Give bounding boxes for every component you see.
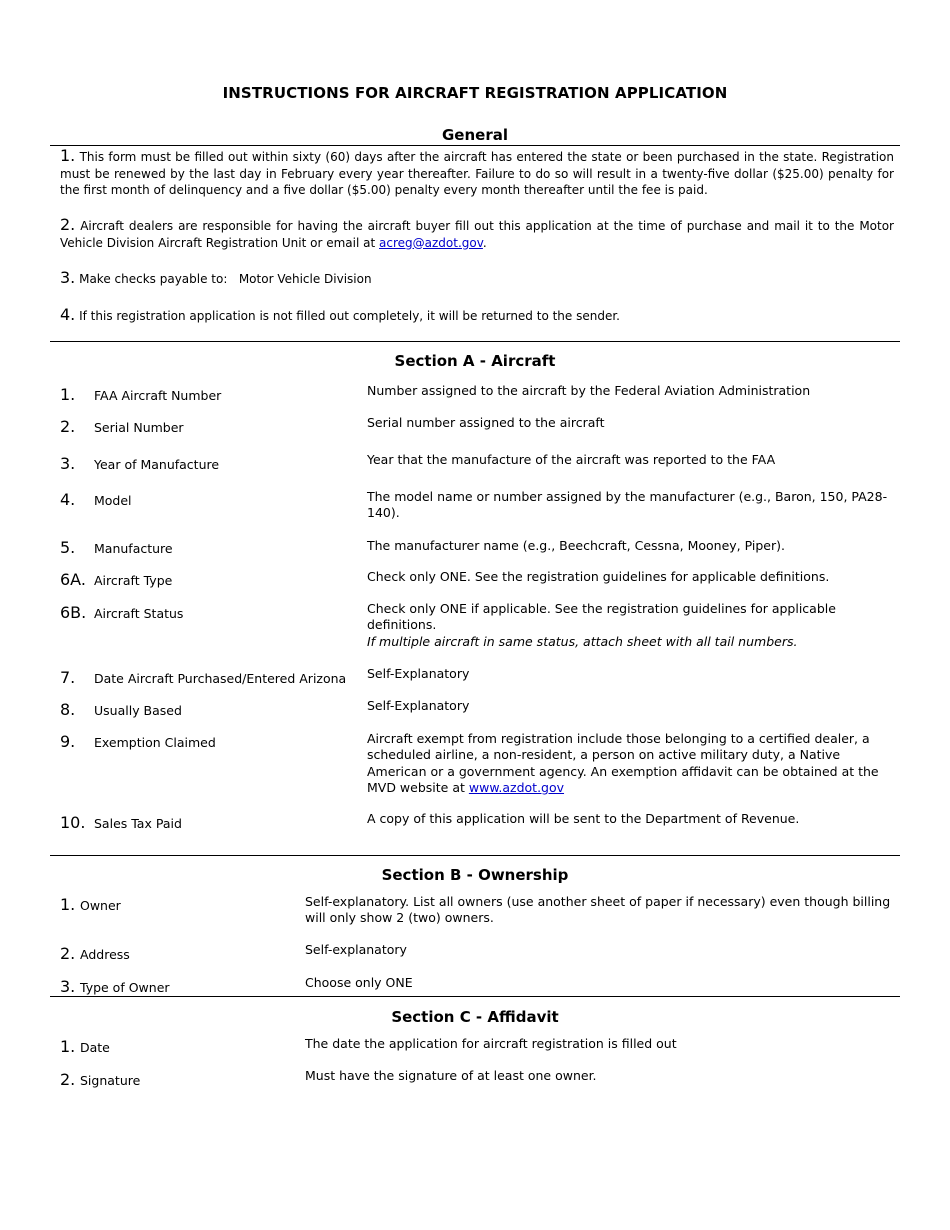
item-number: 6B. <box>60 603 87 622</box>
section-a-item-10-label <box>60 813 182 832</box>
general-item-2 <box>60 217 894 251</box>
section-a-item-9-label <box>60 732 216 751</box>
item-label: Aircraft Status <box>94 606 184 621</box>
section-a-item-4-label <box>60 490 132 509</box>
section-a-item-6a-label <box>60 570 172 589</box>
item-label: Usually Based <box>94 703 182 718</box>
item-number: 6A. <box>60 570 86 589</box>
item-number: 7. <box>60 668 76 687</box>
item-note: If multiple aircraft in same status, attach sheet with all tail numbers. <box>367 633 798 649</box>
section-a-item-5-desc: The manufacturer name (e.g., Beechcraft, Cessna, Mooney, Piper). <box>367 538 785 553</box>
item-label: Sales Tax Paid <box>94 816 182 831</box>
divider <box>50 996 900 997</box>
item-label: Exemption Claimed <box>94 735 216 750</box>
divider <box>50 341 900 342</box>
general-item-4 <box>60 307 894 325</box>
section-a-item-5-label <box>60 538 173 557</box>
item-text-end: . <box>482 235 487 250</box>
item-number: 1. <box>60 1037 76 1056</box>
section-b-item-3-label <box>60 977 170 996</box>
divider <box>50 855 900 856</box>
section-a-item-2-label <box>60 417 184 436</box>
item-number: 1. <box>60 385 76 404</box>
item-text: Aircraft dealers are responsible for having the aircraft buyer fill out this application at the time of purchase and mail it to the Motor Vehicle Division Aircraft Registration Unit or email at <box>60 219 894 250</box>
section-a-item-6b-label <box>60 603 183 622</box>
item-number: 3. <box>60 454 76 473</box>
section-c-item-2-desc: Must have the signature of at least one owner. <box>305 1068 597 1083</box>
item-number: 3. <box>60 977 76 996</box>
section-b-item-1-label <box>60 895 121 914</box>
item-label: Owner <box>80 898 121 913</box>
section-b-item-1-desc: Self-explanatory. List all owners (use another sheet of paper if necessary) even though billing will only show 2 (two) owners. <box>305 894 891 926</box>
item-text: This form must be filled out within sixty (60) days after the aircraft has entered the state or been purchased in the state. Registration must be renewed by the last day in February every year thereafter. Failure to do so will result in a twenty-five dollar ($25.00) penalty for the first month of delinquency and a five dollar ($5.00) penalty every month thereafter until the fee is paid. <box>60 150 894 197</box>
item-number: 9. <box>60 732 76 751</box>
website-link[interactable]: www.azdot.gov <box>468 779 565 795</box>
item-number: 1. <box>60 146 76 165</box>
general-heading: General <box>442 126 508 144</box>
section-a-item-7-label <box>60 668 346 687</box>
divider <box>50 145 900 146</box>
item-label: Date <box>80 1040 110 1055</box>
section-a-item-2-desc: Serial number assigned to the aircraft <box>367 415 605 430</box>
item-number: 10. <box>60 813 86 832</box>
section-a-item-8-label <box>60 700 182 719</box>
item-number: 3. <box>60 268 76 287</box>
item-number: 2. <box>60 944 76 963</box>
item-label: Date Aircraft Purchased/Entered Arizona <box>94 671 347 686</box>
item-label: Type of Owner <box>80 980 170 995</box>
page-title: INSTRUCTIONS FOR AIRCRAFT REGISTRATION APPLICATION <box>222 84 728 102</box>
section-b-item-2-desc: Self-explanatory <box>305 942 407 957</box>
email-link[interactable]: acreg@azdot.gov <box>379 235 483 250</box>
section-a-item-6a-desc: Check only ONE. See the registration guidelines for applicable definitions. <box>367 569 830 584</box>
item-text: If this registration application is not filled out completely, it will be returned to the sender. <box>79 309 620 323</box>
item-number: 2. <box>60 417 76 436</box>
general-item-1 <box>60 148 894 199</box>
section-a-item-3-desc: Year that the manufacture of the aircraft was reported to the FAA <box>367 452 776 467</box>
item-number: 4. <box>60 490 76 509</box>
section-a-item-3-label <box>60 454 219 473</box>
item-label: Model <box>94 493 132 508</box>
section-c-item-2-label <box>60 1070 140 1089</box>
item-number: 4. <box>60 305 76 324</box>
section-c-item-1-desc: The date the application for aircraft registration is filled out <box>305 1036 677 1051</box>
section-a-item-4-desc: The model name or number assigned by the manufacturer (e.g., Baron, 150, PA28-140). <box>367 489 888 521</box>
item-desc: Aircraft exempt from registration include those belonging to a certified dealer, a scheduled airline, a non-resident, a person on active military duty, a Native American or a government agency. An exemption affidavit can be obtained at the MVD website at <box>367 731 879 795</box>
section-b-item-2-label <box>60 944 130 963</box>
item-label: Serial Number <box>94 420 184 435</box>
item-number: 2. <box>60 215 76 234</box>
item-label: Aircraft Type <box>94 573 173 588</box>
item-desc: Check only ONE if applicable. See the registration guidelines for applicable definitions. <box>367 601 836 633</box>
section-a-heading: Section A - Aircraft <box>394 352 556 370</box>
item-label: Signature <box>80 1073 141 1088</box>
section-a-item-7-desc: Self-Explanatory <box>367 666 470 681</box>
section-b-heading: Section B - Ownership <box>381 866 569 884</box>
section-b-item-3-desc: Choose only ONE <box>305 975 413 990</box>
section-a-item-8-desc: Self-Explanatory <box>367 698 470 713</box>
item-label: Address <box>80 947 130 962</box>
section-a-item-9-desc <box>367 731 895 796</box>
section-a-item-1-desc: Number assigned to the aircraft by the Federal Aviation Administration <box>367 383 811 398</box>
item-number: 8. <box>60 700 76 719</box>
section-a-item-10-desc: A copy of this application will be sent to the Department of Revenue. <box>367 811 800 826</box>
item-label: Year of Manufacture <box>94 457 220 472</box>
general-item-3 <box>60 270 894 288</box>
section-a-item-6b-desc <box>367 601 895 650</box>
item-label: Manufacture <box>94 541 173 556</box>
section-a-item-1-label <box>60 385 221 404</box>
item-text: Make checks payable to: Motor Vehicle Division <box>79 272 372 286</box>
section-c-heading: Section C - Affidavit <box>391 1008 559 1026</box>
item-number: 5. <box>60 538 76 557</box>
item-number: 1. <box>60 895 76 914</box>
item-number: 2. <box>60 1070 76 1089</box>
section-c-item-1-label <box>60 1037 110 1056</box>
item-label: FAA Aircraft Number <box>94 388 222 403</box>
